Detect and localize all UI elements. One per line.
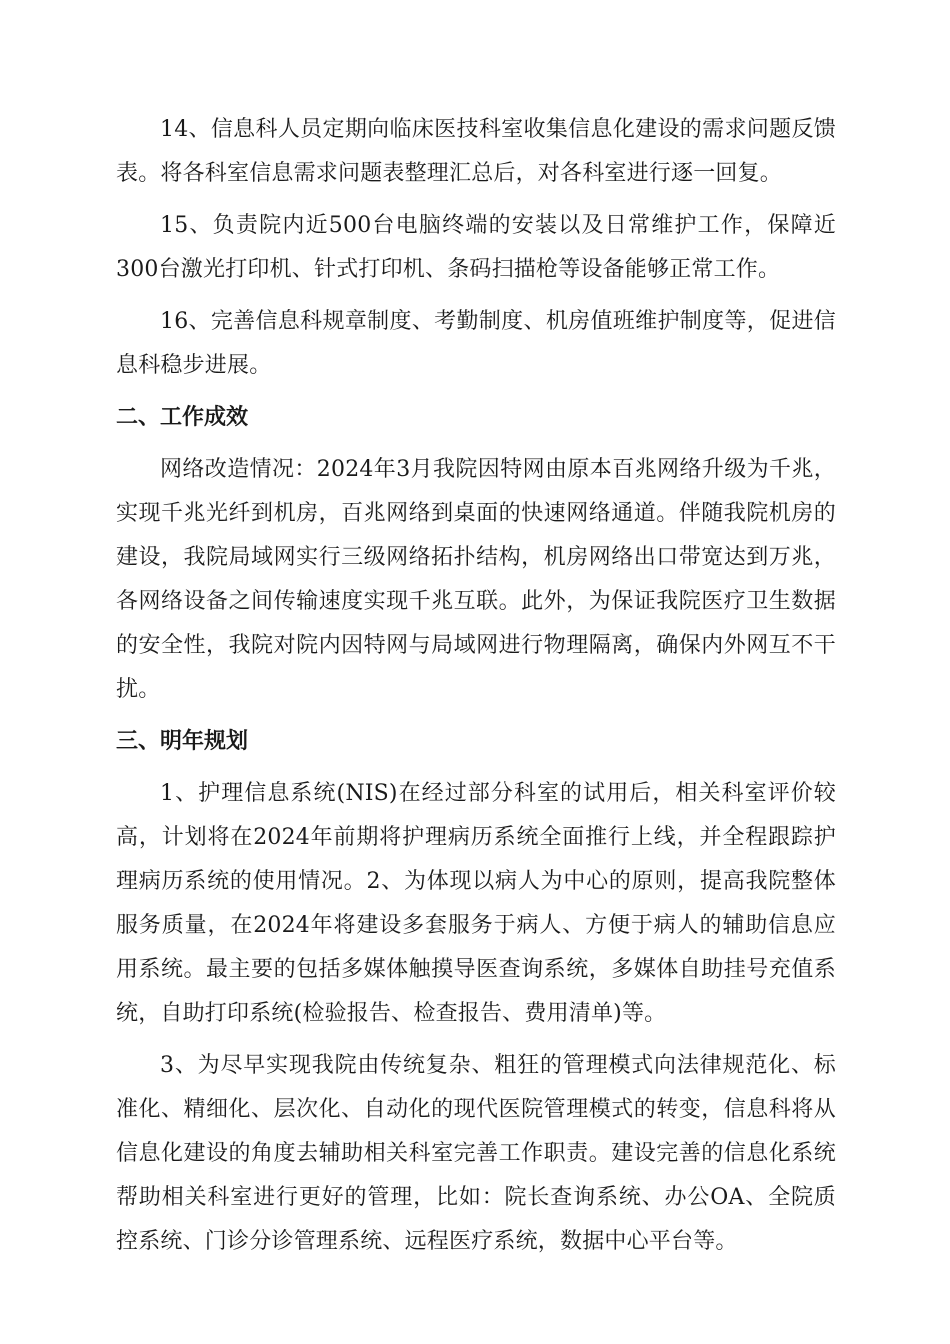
paragraph-plan-1: 1、护理信息系统(NIS)在经过部分科室的试用后，相关科室评价较高，计划将在2024年前期将护理病历系统全面推行上线，并全程跟踪护理病历系统的使用情况。2、为体现以病人为中心的原则，提高我院整体服务质量，在2024年将建设多套服务于病人、方便于病人的辅助信息应用系统。最主要的包括多媒体触摸导医查询系统，多媒体自助挂号充值系统，自助打印系统(检验报告、检查报告、费用清单)等。 — [116, 781, 836, 1026]
section-heading-results: 二、工作成效 — [116, 405, 249, 430]
paragraph-network: 网络改造情况：2024年3月我院因特网由原本百兆网络升级为千兆，实现千兆光纤到机房，百兆网络到桌面的快速网络通道。伴随我院机房的建设，我院局域网实行三级网络拓扑结构，机房网络出口带宽达到万兆，各网络设备之间传输速度实现千兆互联。此外，为保证我院医疗卫生数据的安全性，我院对院内因特网与局域网进行物理隔离，确保内外网互不干扰。 — [116, 457, 836, 702]
paragraph-item-16: 16、完善信息科规章制度、考勤制度、机房值班维护制度等，促进信息科稳步进展。 — [116, 309, 836, 378]
paragraph-plan-3: 3、为尽早实现我院由传统复杂、粗狂的管理模式向法律规范化、标准化、精细化、层次化、自动化的现代医院管理模式的转变，信息科将从信息化建设的角度去辅助相关科室完善工作职责。建设完善的信息化系统帮助相关科室进行更好的管理，比如：院长查询系统、办公OA、全院质控系统、门诊分诊管理系统、远程医疗系统，数据中心平台等。 — [116, 1053, 836, 1254]
paragraph-item-14: 14、信息科人员定期向临床医技科室收集信息化建设的需求问题反馈表。将各科室信息需求问题表整理汇总后，对各科室进行逐一回复。 — [116, 117, 836, 186]
document-page — [116, 108, 836, 1272]
paragraph-item-15: 15、负责院内近500台电脑终端的安装以及日常维护工作，保障近300台激光打印机、针式打印机、条码扫描枪等设备能够正常工作。 — [116, 213, 836, 282]
section-heading-plan: 三、明年规划 — [116, 729, 249, 754]
